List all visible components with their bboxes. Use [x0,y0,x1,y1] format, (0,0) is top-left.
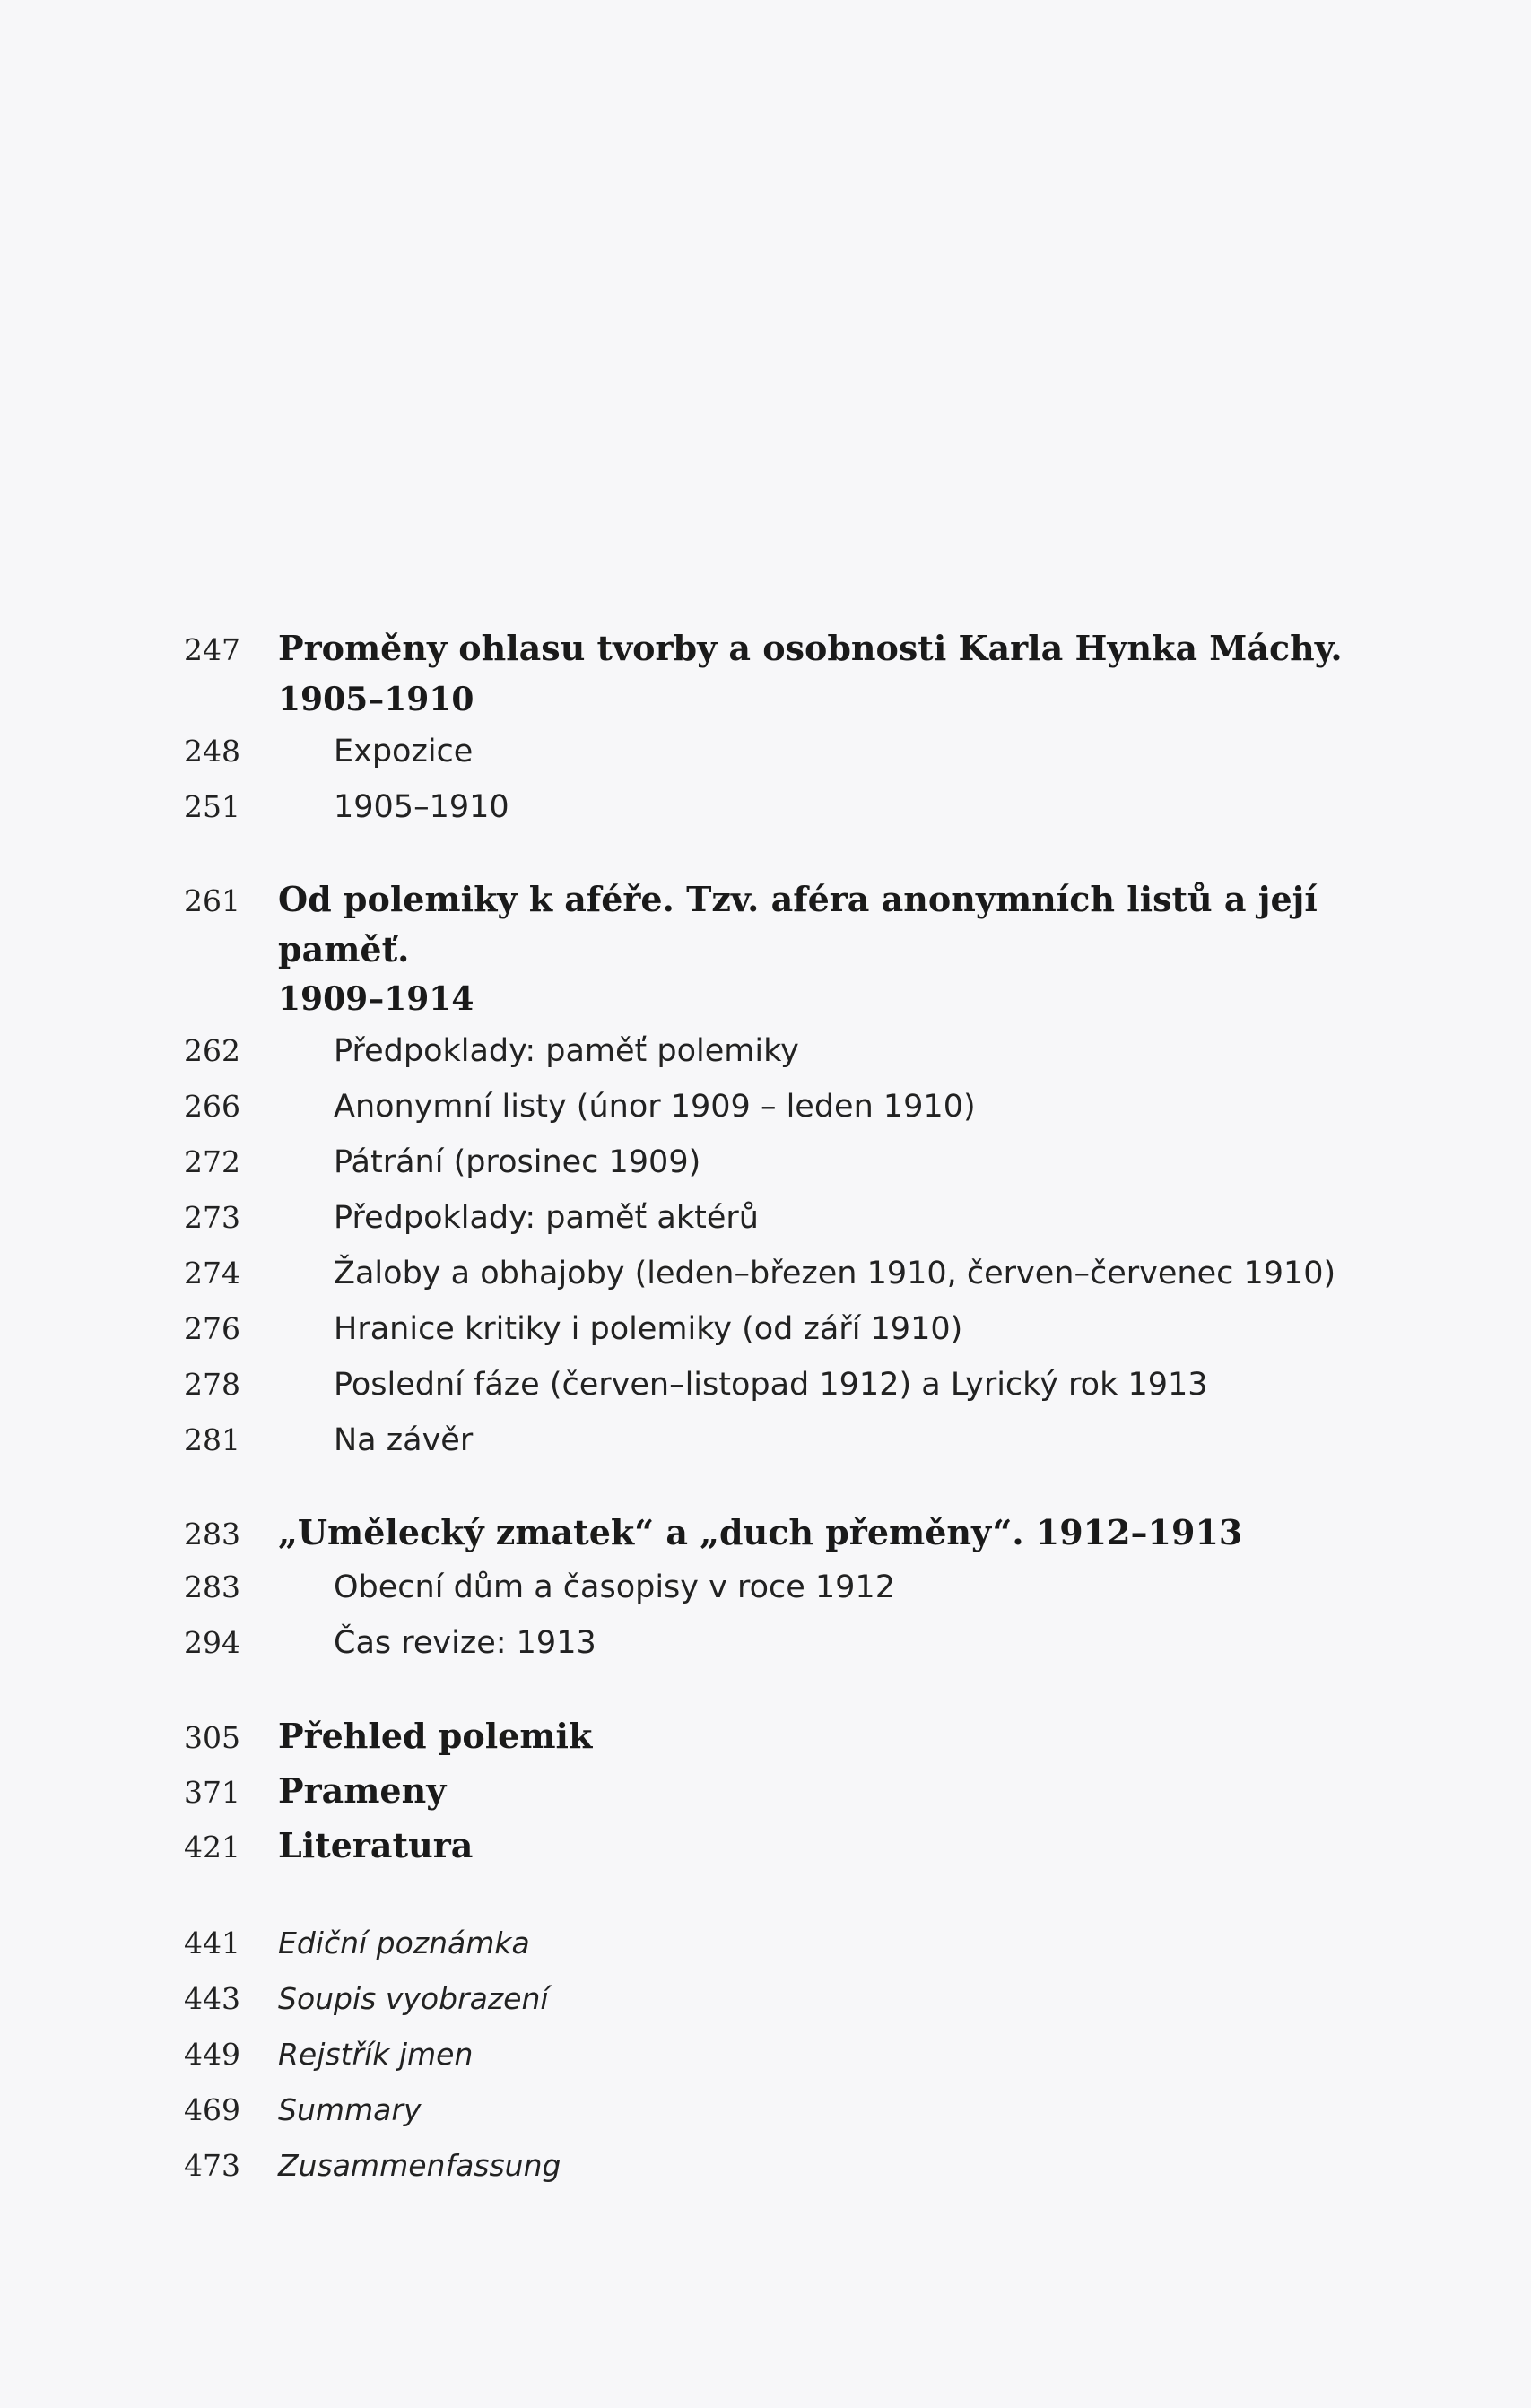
page-number: 274 [184,1256,240,1291]
toc-item[interactable] [184,1971,1368,2027]
section-title: Anonymní listy (únor 1909 – leden 1910) [334,1089,976,1125]
page-number: 371 [184,1775,240,1810]
toc-item[interactable] [184,2138,1368,2194]
toc-item[interactable] [184,1916,1368,1971]
toc-section[interactable] [184,1134,1368,1190]
toc-section[interactable] [184,1560,1368,1615]
item-title: Summary [278,2092,422,2127]
toc-section[interactable] [184,1023,1368,1079]
page-number: 473 [184,2148,240,2183]
section-title: Čas revize: 1913 [334,1625,596,1661]
item-title: Literatura [278,1825,474,1865]
section-title: Obecní dům a časopisy v roce 1912 [334,1569,895,1605]
chapter-title-years: 1909–1914 [278,980,474,1018]
toc-chapter [184,623,1368,835]
page-number: 272 [184,1144,240,1179]
page-number: 421 [184,1830,240,1865]
toc-item[interactable] [184,2027,1368,2082]
page-number: 273 [184,1200,240,1235]
page-number: 443 [184,1981,240,2016]
section-title: Předpoklady: paměť polemiky [334,1033,799,1069]
section-title: Předpoklady: paměť aktérů [334,1200,759,1236]
page-number: 449 [184,2037,240,2072]
page-number: 251 [184,789,240,824]
toc-section[interactable] [184,1301,1368,1357]
toc-section[interactable] [184,779,1368,835]
chapter-title: Proměny ohlasu tvorby a osobnosti Karla Hynka Máchy. [278,628,1343,668]
toc-chapter [184,1508,1368,1671]
toc-section[interactable] [184,1246,1368,1301]
toc-main-items [184,1710,1368,1874]
item-title: Soupis vyobrazení [278,1981,549,2016]
page-number: 281 [184,1422,240,1457]
page-number: 469 [184,2092,240,2127]
toc-section[interactable] [184,1357,1368,1413]
page-number: 247 [184,632,240,667]
section-title: Expozice [334,734,474,769]
page-number: 278 [184,1367,240,1402]
chapter-heading[interactable] [184,1508,1368,1560]
toc-section[interactable] [184,1615,1368,1671]
chapter-title: „Umělecký zmatek“ a „duch přeměny“. 1912–1913 [278,1512,1243,1552]
item-title: Přehled polemik [278,1716,593,1756]
toc-item[interactable] [184,1820,1368,1874]
page-number: 441 [184,1926,240,1960]
toc-back-matter [184,1916,1368,2194]
toc-item[interactable] [184,1765,1368,1820]
item-title: Zusammenfassung [278,2148,561,2183]
table-of-contents [184,623,1368,2194]
section-title: Pátrání (prosinec 1909) [334,1144,701,1180]
section-title: Poslední fáze (červen–listopad 1912) a Lyrický rok 1913 [334,1367,1208,1403]
item-title: Prameny [278,1770,447,1811]
section-title: Na závěr [334,1422,474,1458]
page-number: 305 [184,1720,240,1755]
chapter-title: Od polemiky k aféře. Tzv. aféra anonymních listů a její paměť. [278,879,1318,969]
chapter-heading[interactable] [184,874,1368,975]
toc-section[interactable] [184,1190,1368,1246]
page-number: 248 [184,734,240,769]
toc-section[interactable] [184,1413,1368,1468]
toc-section[interactable] [184,724,1368,779]
page-number: 261 [184,883,240,918]
chapter-title-years: 1905–1910 [278,681,474,718]
page-number: 266 [184,1089,240,1124]
page-number: 262 [184,1033,240,1068]
page-number: 283 [184,1517,240,1552]
toc-item[interactable] [184,1710,1368,1765]
page-number: 294 [184,1625,240,1660]
toc-item[interactable] [184,2082,1368,2138]
toc-chapter [184,874,1368,1468]
item-title: Rejstřík jmen [278,2037,474,2072]
chapter-heading[interactable] [184,623,1368,675]
toc-section[interactable] [184,1079,1368,1134]
section-title: Žaloby a obhajoby (leden–březen 1910, červen–červenec 1910) [334,1256,1336,1291]
section-title: Hranice kritiky i polemiky (od září 1910) [334,1311,963,1347]
section-title: 1905–1910 [334,789,509,825]
item-title: Ediční poznámka [278,1926,530,1960]
page-number: 276 [184,1311,240,1346]
page-number: 283 [184,1569,240,1604]
